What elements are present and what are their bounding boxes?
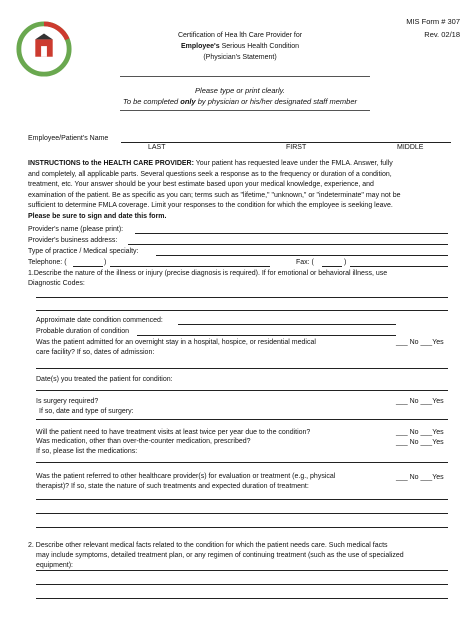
fax-label: Fax: ( — [296, 259, 314, 266]
employee-name-label: Employee/Patient's Name — [28, 135, 109, 142]
practice-label: Type of practice / Medical specialty: — [28, 248, 139, 255]
answer-line[interactable] — [36, 419, 448, 420]
medication-question: Was medication, other than over-the-counter medication, prescribed? If so, please list the medications: — [36, 438, 251, 455]
form-number: MIS Form # 307 — [406, 17, 460, 26]
answer-line[interactable] — [36, 499, 448, 500]
answer-line[interactable] — [36, 297, 448, 298]
medication-yes-no[interactable]: ___ No ___Yes — [396, 439, 444, 446]
form-title-line3: (Physician's Statement) — [203, 54, 277, 61]
duration-label: Probable duration of condition — [36, 328, 130, 335]
overnight-question: Was the patient admitted for an overnight stay in a hospital, hospice, or residential medical care facility? If so, dates of admission: — [36, 339, 316, 356]
telephone-field[interactable] — [110, 266, 270, 267]
fax-field[interactable] — [350, 266, 448, 267]
label-first: FIRST — [286, 144, 307, 151]
divider — [120, 76, 370, 77]
divider — [120, 110, 370, 111]
provider-name-label: Provider's name (please print): — [28, 226, 124, 233]
form-title-line1: Certification of Hea lth Care Provider for — [177, 32, 303, 39]
visits-yes-no[interactable]: ___ No ___Yes — [396, 429, 444, 436]
form-title-line2: Employee's Serious Health Condition — [180, 43, 300, 50]
provider-name-field[interactable] — [135, 233, 448, 234]
answer-line[interactable] — [36, 310, 448, 311]
notice: Please type or print clearly. To be completed only by physician or his/her designated staff member — [122, 86, 358, 106]
answer-line[interactable] — [36, 598, 448, 599]
date-commenced-label: Approximate date condition commenced: — [36, 317, 163, 324]
practice-field[interactable] — [156, 255, 448, 256]
school-district-logo — [15, 20, 73, 78]
label-middle: MIDDLE — [397, 144, 424, 151]
fax-area-field[interactable] — [322, 266, 342, 267]
question-1: 1.Describe the nature of the illness or injury (precise diagnosis is required). If for emotional or behavioral illness, use Diagnostic Codes: — [28, 270, 388, 287]
provider-address-label: Provider's business address: — [28, 237, 118, 244]
surgery-yes-no[interactable]: ___ No ___Yes — [396, 398, 444, 405]
overnight-yes-no[interactable]: ___ No ___Yes — [396, 339, 444, 346]
referral-question: Was the patient referred to other healthcare provider(s) for evaluation or treatment (e.g., physical therapist)? If so, state the nature of such treatments and expected duration of treatment: — [36, 473, 336, 490]
question-2: 2. Describe other relevant medical facts related to the condition for which the patient needs care. Such medical facts may include symptoms, detailed treatment plan, or any regimen of continuing treatment (such as the use of specialized equipment): — [28, 542, 404, 569]
answer-line[interactable] — [36, 584, 448, 585]
answer-line[interactable] — [36, 527, 448, 528]
provider-address-field[interactable] — [128, 244, 448, 245]
date-commenced-field[interactable] — [178, 324, 396, 325]
answer-line[interactable] — [36, 462, 448, 463]
label-last: LAST — [148, 144, 166, 151]
answer-line[interactable] — [36, 390, 448, 391]
instructions: INSTRUCTIONS to the HEALTH CARE PROVIDER: Your patient has requested leave under the FMLA. Answer, fully and completely, all applicable parts. Several questions seek a response as to the frequency or duration of a condition, treatment, etc. Your answer should be your best estimate based upon your medical knowledge, experience, and examination of the patient. Be as specific as you can; terms such as "lifetime," "unknown," or "indeterminate" may not be sufficient to determine FMLA coverage. Limit your responses to the condition for which the employee is seeking leave. Please be sure to sign and date this form. — [28, 160, 401, 220]
telephone-area-field[interactable] — [73, 266, 103, 267]
revision: Rev. 02/18 — [424, 30, 460, 39]
surgery-question: Is surgery required? If so, date and type of surgery: — [36, 398, 134, 415]
visits-question: Will the patient need to have treatment visits at least twice per year due to the condition? — [36, 429, 311, 436]
answer-line[interactable] — [36, 513, 448, 514]
telephone-label: Telephone: ( — [28, 259, 67, 266]
duration-field[interactable] — [137, 335, 396, 336]
answer-line[interactable] — [36, 368, 448, 369]
treated-dates-label: Date(s) you treated the patient for condition: — [36, 376, 173, 383]
referral-yes-no[interactable]: ___ No ___Yes — [396, 474, 444, 481]
answer-line[interactable] — [36, 570, 448, 571]
